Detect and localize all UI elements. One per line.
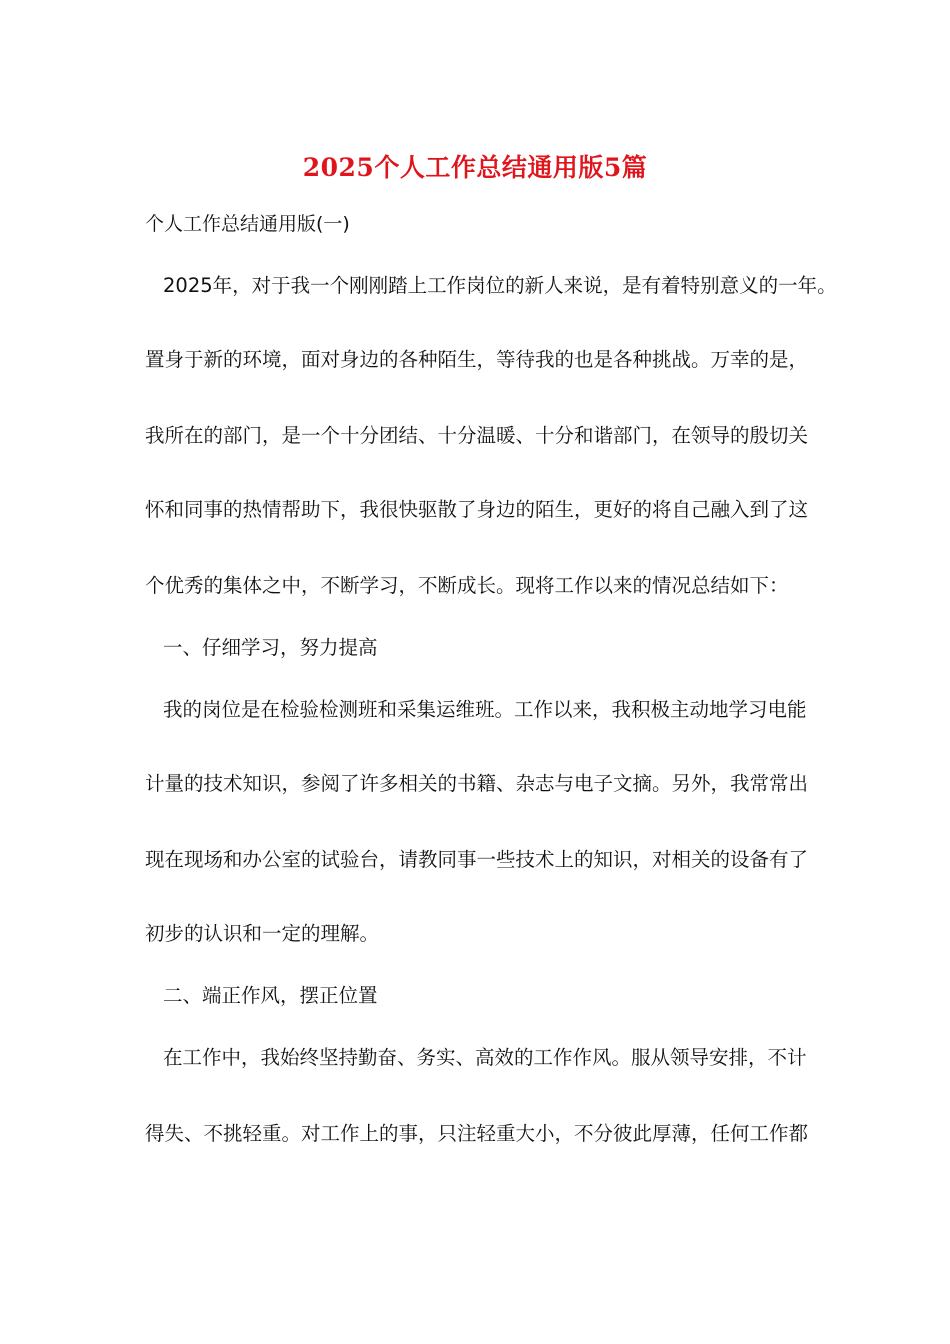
paragraph-line: 初步的认识和一定的理解。 [145,922,380,945]
section-heading: 一、仔细学习，努力提高 [163,636,378,659]
paragraph-line: 现在现场和办公室的试验台，请教同事一些技术上的知识，对相关的设备有了 [145,848,809,871]
paragraph-line: 怀和同事的热情帮助下，我很快驱散了身边的陌生，更好的将自己融入到了这 [145,498,809,521]
paragraph-line: 2025年，对于我一个刚刚踏上工作岗位的新人来说，是有着特别意义的一年。 [163,274,837,297]
document-title: 2025个人工作总结通用版5篇 [302,153,648,182]
paragraph-line: 个优秀的集体之中，不断学习，不断成长。现将工作以来的情况总结如下： [145,574,789,597]
paragraph-line: 置身于新的环境，面对身边的各种陌生，等待我的也是各种挑战。万幸的是， [145,348,809,371]
section-subtitle: 个人工作总结通用版(一) [145,213,350,235]
section-heading: 二、端正作风，摆正位置 [163,984,378,1007]
paragraph-line: 计量的技术知识，参阅了许多相关的书籍、杂志与电子文摘。另外，我常常出 [145,772,809,795]
paragraph-line: 得失、不挑轻重。对工作上的事，只注轻重大小，不分彼此厚薄，任何工作都 [145,1122,809,1145]
paragraph-line: 我的岗位是在检验检测班和采集运维班。工作以来，我积极主动地学习电能 [163,698,807,721]
paragraph-line: 我所在的部门，是一个十分团结、十分温暖、十分和谐部门，在领导的殷切关 [145,424,809,447]
paragraph-line: 在工作中，我始终坚持勤奋、务实、高效的工作作风。服从领导安排，不计 [163,1046,807,1069]
